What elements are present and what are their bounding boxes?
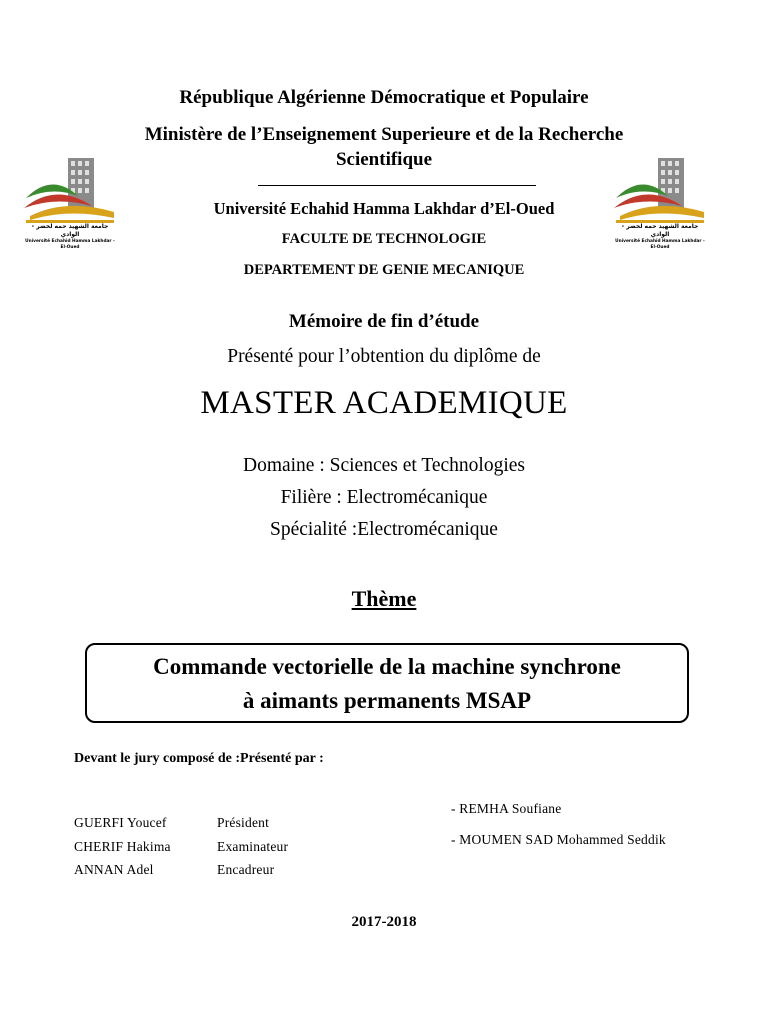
logo-caption-latin: Université Echahid Hamma Lakhdar - El-Oued [25, 239, 115, 250]
logo-caption-arabic: جامعة الشهيد حمه لخضر - الوادي [621, 223, 699, 238]
presented-for: Présenté pour l’obtention du diplôme de [227, 346, 541, 367]
degree-title: MASTER ACADEMIQUE [200, 385, 568, 421]
ministry-line-1: Ministère de l’Enseignement Superieure et de la Recherche [144, 124, 624, 145]
ministry-line-2: Scientifique [335, 149, 433, 170]
jury-member-role: Président [217, 815, 270, 830]
theme-title-line-1: Commande vectorielle de la machine synchrone [153, 654, 621, 679]
memoire-title: Mémoire de fin d’étude [288, 311, 480, 332]
theme-title-line-2: à aimants permanents MSAP [242, 688, 532, 713]
theme-heading: Thème [351, 586, 417, 611]
academic-year: 2017-2018 [351, 914, 417, 930]
republic-heading: République Algérienne Démocratique et Populaire [179, 87, 589, 108]
logo-caption-arabic: جامعة الشهيد حمه لخضر - الوادي [31, 223, 109, 238]
jury-member-role: Encadreur [217, 862, 275, 877]
faculty-name: FACULTE DE TECHNOLOGIE [281, 231, 487, 247]
header-divider [258, 185, 536, 186]
jury-member-name: GUERFI Youcef [74, 815, 167, 830]
specialite-line: Spécialité :Electromécanique [270, 519, 498, 540]
jury-member-role: Examinateur [217, 839, 289, 854]
jury-member-name: CHERIF Hakima [74, 839, 171, 854]
domain-line: Domaine : Sciences et Technologies [242, 455, 526, 476]
university-name: Université Echahid Hamma Lakhdar d’El-Oued [213, 199, 555, 218]
department-name: DEPARTEMENT DE GENIE MECANIQUE [243, 262, 525, 278]
jury-intro: Devant le jury composé de :Présenté par : [74, 751, 324, 766]
jury-member-name: ANNAN Adel [74, 862, 154, 877]
presenter-name: - REMHA Soufiane [451, 801, 562, 816]
presenter-name: - MOUMEN SAD Mohammed Seddik [451, 832, 666, 847]
filiere-line: Filière : Electromécanique [280, 487, 488, 508]
logo-caption-latin: Université Echahid Hamma Lakhdar - El-Oued [615, 239, 705, 250]
